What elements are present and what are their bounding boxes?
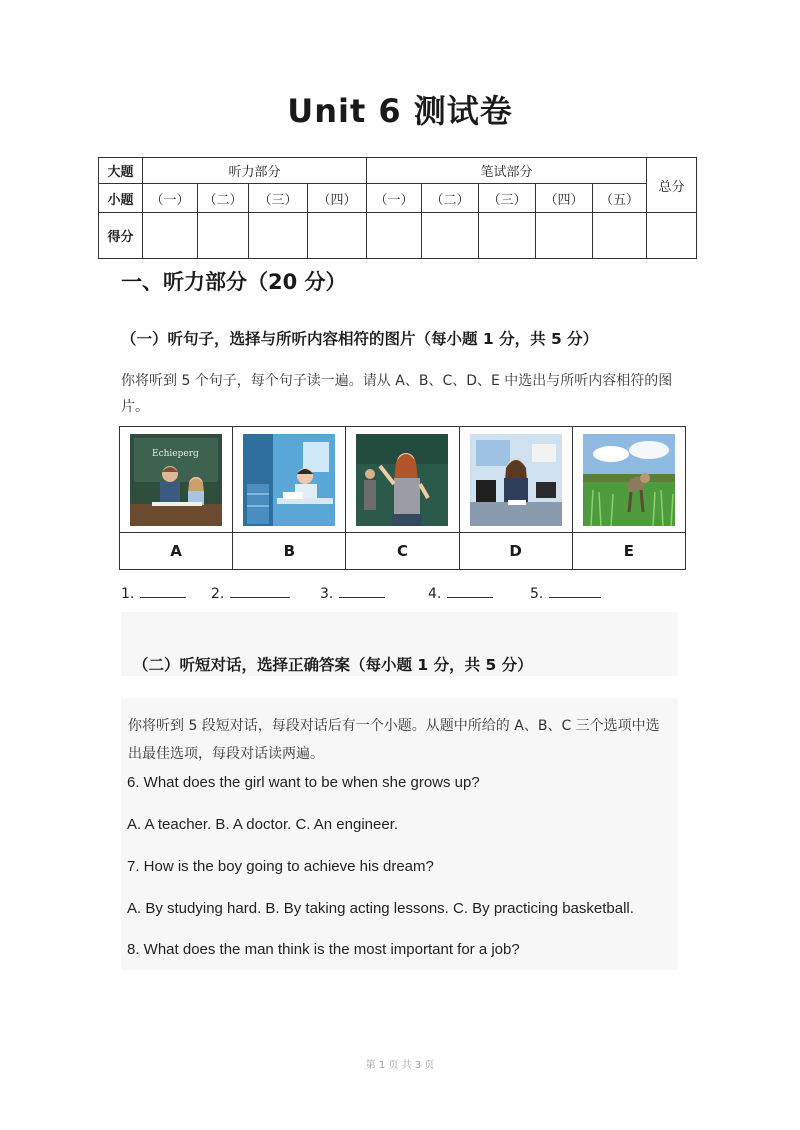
score-cell xyxy=(422,213,479,259)
score-table-listening-1: （一） xyxy=(143,184,198,213)
answer-item-3 xyxy=(320,584,385,602)
score-cell xyxy=(536,213,593,259)
picture-label-b: B xyxy=(233,533,346,570)
picture-label-d: D xyxy=(459,533,572,570)
score-table-header-label: 大题 xyxy=(99,158,143,184)
score-table-total-header: 总分 xyxy=(647,158,697,213)
answer-item-2 xyxy=(211,584,290,602)
score-table-writing-header: 笔试部分 xyxy=(367,158,647,184)
question-7: 7. How is the boy going to achieve his dream? xyxy=(127,858,434,875)
score-table-writing-2: （二） xyxy=(422,184,479,213)
answer-item-4 xyxy=(428,584,493,602)
score-table-score-label: 得分 xyxy=(99,213,143,259)
answer-blank-3[interactable] xyxy=(339,584,385,598)
picture-label-a: A xyxy=(120,533,233,570)
answer-number-5: 5. xyxy=(530,586,544,602)
picture-table xyxy=(119,426,686,570)
picture-cell-e xyxy=(572,427,685,533)
score-cell xyxy=(367,213,422,259)
part1-instruction: 你将听到 5 个句子，每个句子读一遍。请从 A、B、C、D、E 中选出与所听内容相符的图片。 xyxy=(121,373,673,415)
picture-b-boy-reading xyxy=(243,434,335,526)
score-cell xyxy=(479,213,536,259)
answer-item-5 xyxy=(530,584,601,602)
section-heading-listening: 一、听力部分（20 分） xyxy=(121,270,347,294)
answer-number-1: 1. xyxy=(121,586,135,602)
answer-item-1 xyxy=(121,584,186,602)
picture-cell-d xyxy=(459,427,572,533)
answer-number-3: 3. xyxy=(320,586,334,602)
score-table-writing-1: （一） xyxy=(367,184,422,213)
question-8: 8. What does the man think is the most important for a job? xyxy=(127,941,520,958)
picture-label-e: E xyxy=(572,533,685,570)
score-table-listening-3: （三） xyxy=(249,184,308,213)
score-table-writing-3: （三） xyxy=(479,184,536,213)
part2-heading: （二）听短对话，选择正确答案（每小题 1 分，共 5 分） xyxy=(133,656,533,674)
score-cell xyxy=(308,213,367,259)
answer-number-2: 2. xyxy=(211,586,225,602)
page-footer: 第 1 页 共 3 页 xyxy=(365,1060,435,1071)
score-table-listening-header: 听力部分 xyxy=(143,158,367,184)
picture-d-office-woman xyxy=(470,434,562,526)
score-cell xyxy=(143,213,198,259)
score-table-writing-5: （五） xyxy=(593,184,647,213)
score-table-listening-4: （四） xyxy=(308,184,367,213)
part2-instruction: 你将听到 5 段短对话，每段对话后有一个小题。从题中所给的 A、B、C 三个选项中选出最佳选项，每段对话读两遍。 xyxy=(128,718,660,762)
picture-cell-c xyxy=(346,427,459,533)
question-6: 6. What does the girl want to be when she grows up? xyxy=(127,774,480,791)
chalkboard-text: Echieperg xyxy=(152,448,199,459)
answer-blank-5[interactable] xyxy=(549,584,601,598)
page-title: Unit 6 测试卷 xyxy=(287,92,513,130)
answer-number-4: 4. xyxy=(428,586,442,602)
picture-e-farmer-rice-field xyxy=(583,434,675,526)
question-6-options: A. A teacher. B. A doctor. C. An engineer. xyxy=(127,816,399,833)
answer-blank-4[interactable] xyxy=(447,584,493,598)
answer-blank-1[interactable] xyxy=(140,584,186,598)
picture-label-c: C xyxy=(346,533,459,570)
score-table-sub-label: 小题 xyxy=(99,184,143,213)
picture-c-girl-performing xyxy=(356,434,448,526)
answer-blank-2[interactable] xyxy=(230,584,290,598)
score-cell xyxy=(198,213,249,259)
picture-cell-a xyxy=(120,427,233,533)
question-7-options: A. By studying hard. B. By taking acting lessons. C. By practicing basketball. xyxy=(127,900,634,917)
picture-cell-b xyxy=(233,427,346,533)
score-table-listening-2: （二） xyxy=(198,184,249,213)
score-table xyxy=(98,157,697,259)
picture-a-classroom-children xyxy=(130,434,222,526)
part1-heading: （一）听句子，选择与所听内容相符的图片（每小题 1 分，共 5 分） xyxy=(121,330,599,348)
score-table-writing-4: （四） xyxy=(536,184,593,213)
score-cell xyxy=(249,213,308,259)
score-cell xyxy=(593,213,647,259)
score-cell-total xyxy=(647,213,697,259)
